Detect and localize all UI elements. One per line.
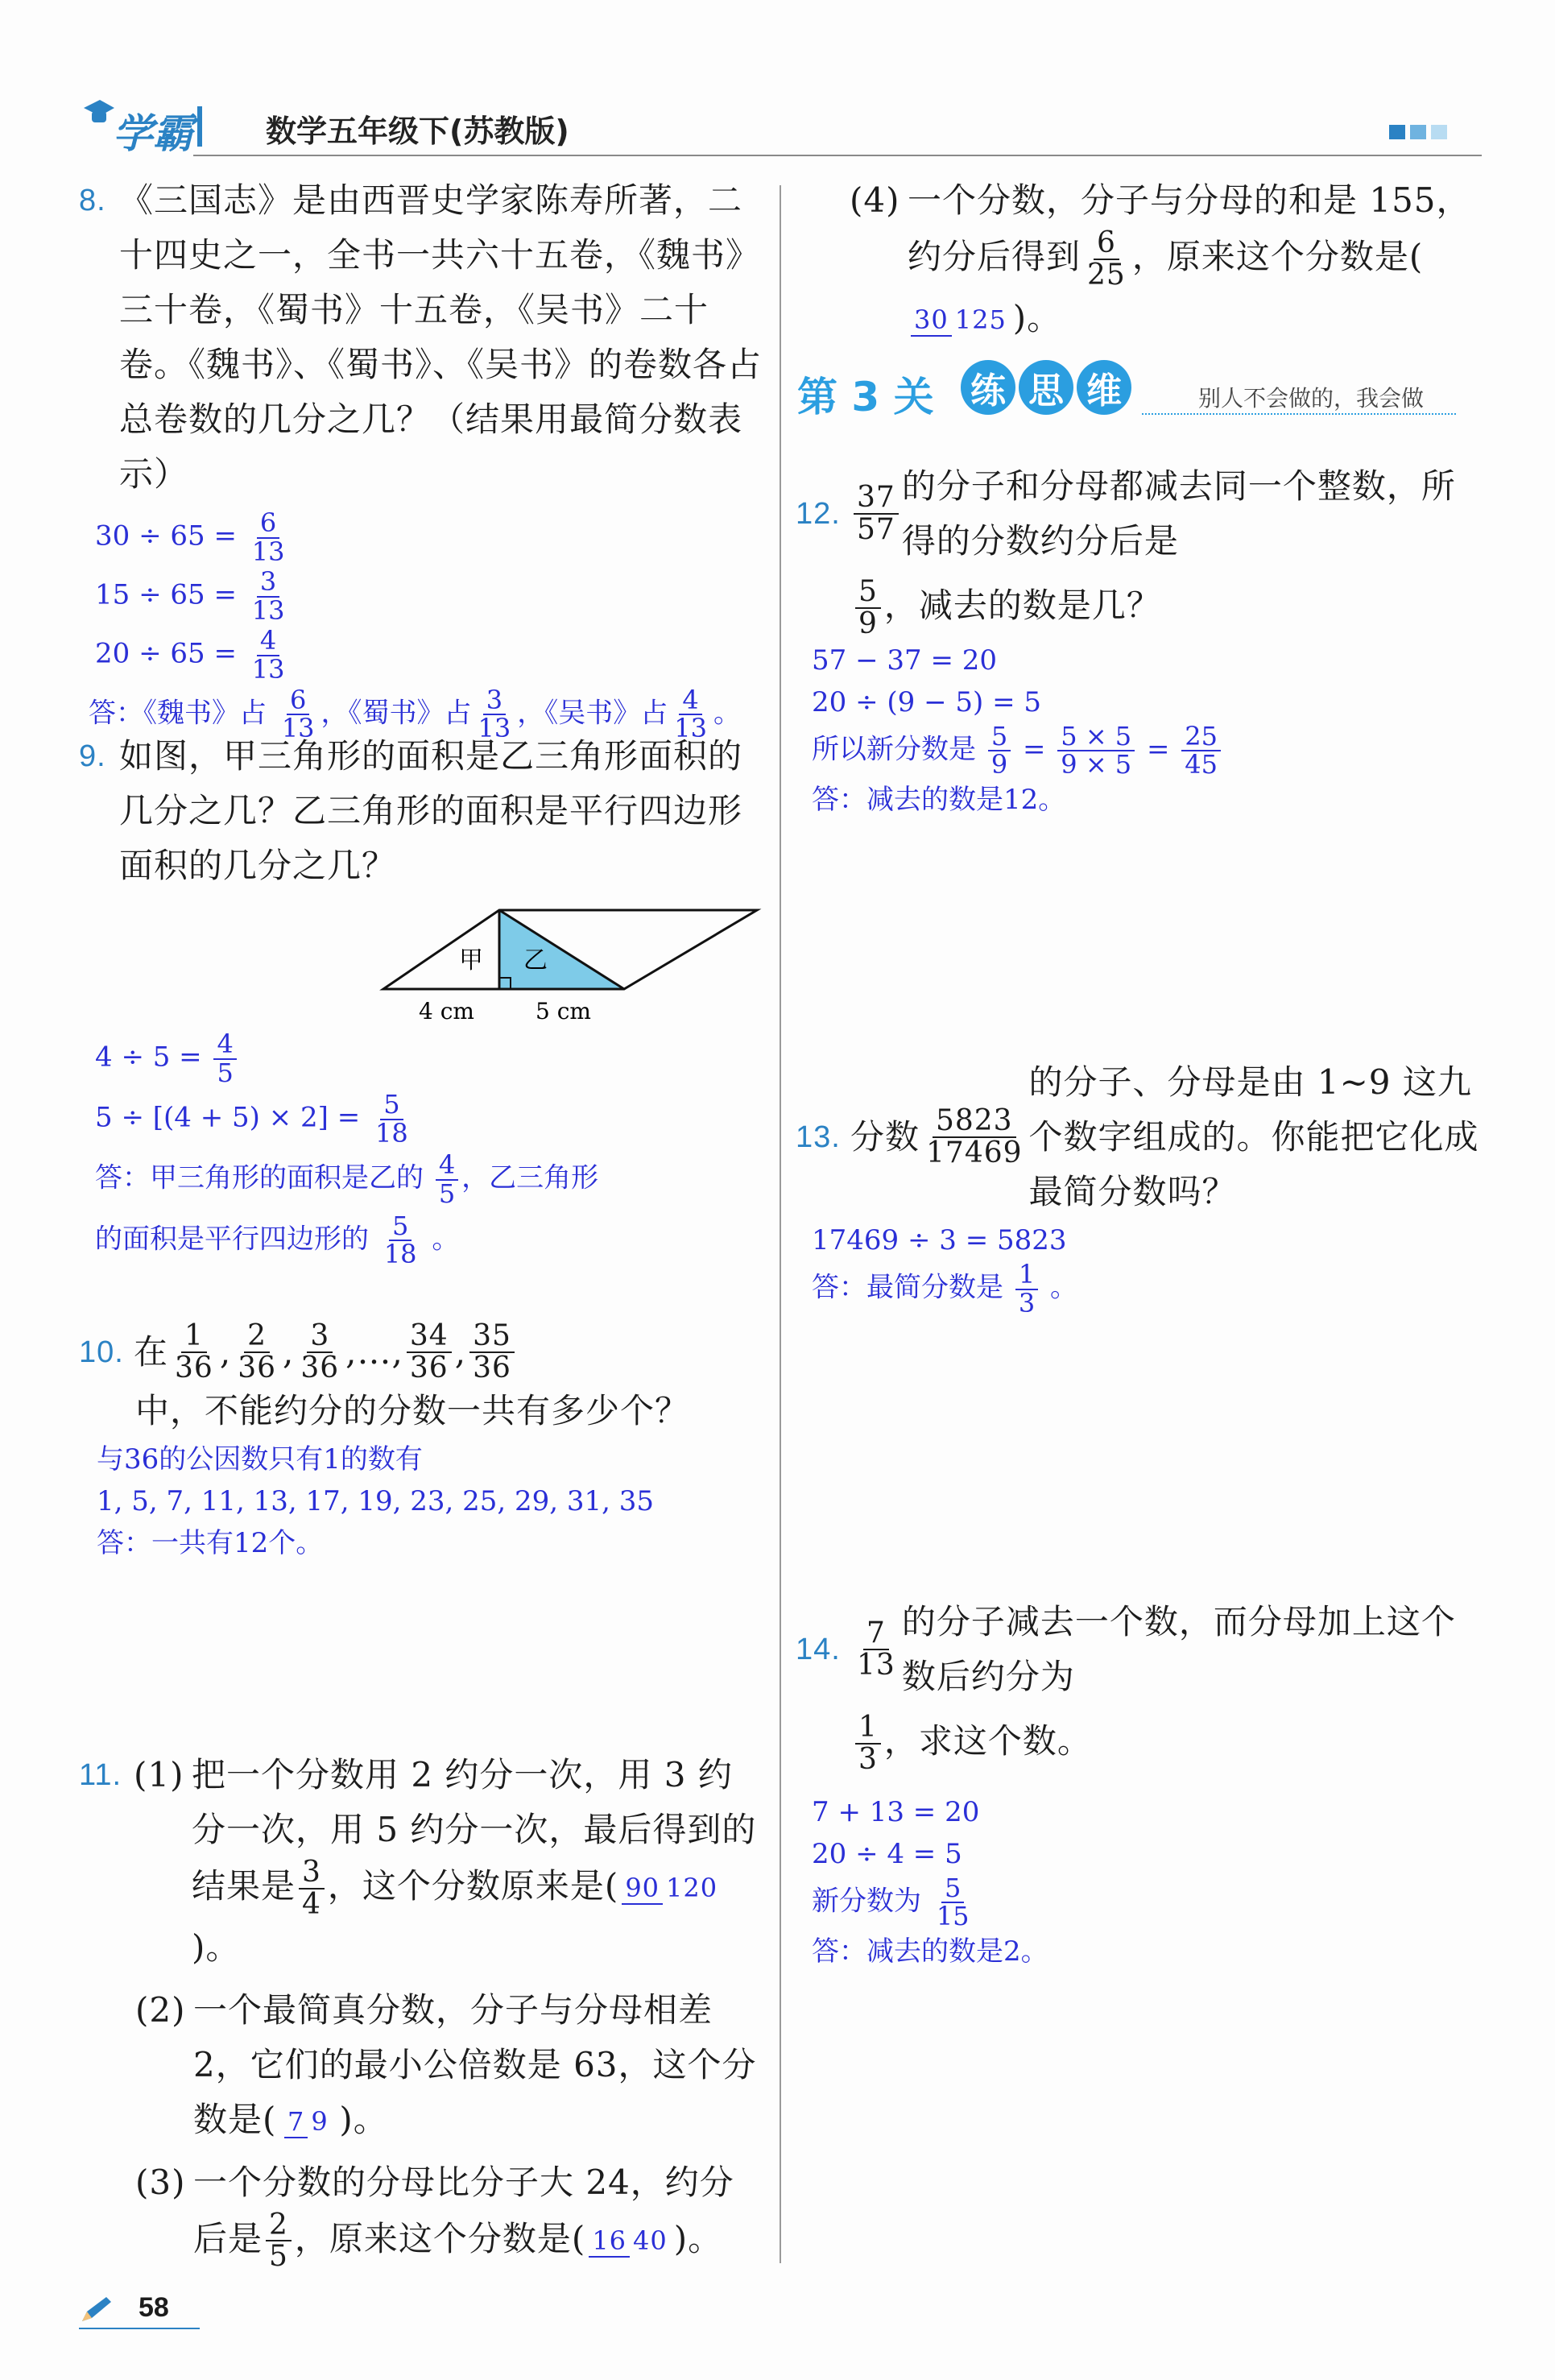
section-slogan: 别人不会做的，我会做 [1198, 385, 1425, 412]
question-number: 14. [796, 1633, 841, 1666]
question-14: 14. $\frac{7}{13}$ 的分子减去一个数，而分母加上这个数后约分为 $\frac{1}{3}$ ，求这个数。 7 + 13 = 20 20 ÷ 4 = 5 新分数为 $\frac{5}{15}$ 答：减去的数是2。 [796, 1595, 1488, 1972]
question-number: 11. [79, 1758, 122, 1792]
pencil-icon [79, 2294, 114, 2326]
label-yi: 乙 [523, 946, 548, 975]
page-number: 58 [139, 2292, 169, 2323]
question-number: 13. [796, 1120, 841, 1154]
question-9 [79, 729, 763, 893]
parallelogram-figure [378, 902, 765, 1031]
answer-work: 57 − 37 = 20 20 ÷ (9 − 5) = 5 所以新分数是 $\frac{5}{9}$ = $\frac{5 \times 5}{9 \times 5}$ = $\frac{25}{45}$ 答：减去的数是12。 [812, 639, 1488, 821]
column-divider [780, 185, 781, 2263]
question-13: 13. 分数 $\frac{5823}{17469}$ 的分子、分母是由 1~9 这九个数字组成的。你能把它化成最简分数吗？ 17469 ÷ 3 = 5823 答：最简分数是 $\frac{1}{3}$ 。 [796, 1055, 1488, 1317]
answer-work: 7 + 13 = 20 20 ÷ 4 = 5 新分数为 $\frac{5}{15}$ 答：减去的数是2。 [812, 1795, 1048, 1968]
question-11: 11. (1) 把一个分数用 2 约分一次，用 3 约分一次，用 5 约分一次，最后得到的结果是 $\frac{3}{4}$ ，这个分数原来是( 90 120)。 (2) 一个最简真分数，分子与分母相差 2，它们的最小公倍数是 63，这个分数是( 7 9 )。 (3) 一个分数的分母比分子大 24，约分后是 $\frac{2}{5}$ ，原来这个分数是( 16 40 )。 [79, 1748, 763, 2272]
answer-line: 答：《魏书》占 $\frac{6}{13}$ ，《蜀书》占 $\frac{3}{13}$ ，《吴书》占 $\frac{4}{13}$ 。 [89, 684, 741, 744]
question-8 [79, 173, 763, 743]
header [72, 89, 1482, 161]
logo-text: 学霸 [113, 110, 193, 157]
graduation-cap-icon [81, 97, 116, 129]
section-title: 第 3 关 [797, 374, 934, 420]
question-text: 中，不能约分的分数一共有多少个？ [135, 1390, 690, 1430]
question-12: 12. $\frac{37}{57}$ 的分子和分母都减去同一个整数，所得的分数约分后是 $\frac{5}{9}$ ，减去的数是几？ 57 − 37 = 20 20 ÷ (9 − 5) = 5 所以新分数是 $\frac{5}{9}$ = $\frac{5 \times 5}{9 \times 5}$ = $\frac{25}{45}$ 答：减去的数是12。 [796, 459, 1488, 821]
question-number: 9. [79, 739, 106, 773]
answer-blank: 16 40 [589, 2228, 670, 2255]
question-text: 《三国志》是由西晋史学家陈寿所著，二十四史之一，全书一共六十五卷，《魏书》三十卷，《蜀书》十五卷，《吴书》二十卷。《魏书》、《蜀书》、《吴书》的卷数各占总卷数的几分之几？（结果用最简分数表示） [119, 180, 763, 494]
question-11-part-4: (4) 一个分数，分子与分母的和是 155，约分后得到 $\frac{6}{25}$ ，原来这个分数是(30 125 )。 [850, 180, 1471, 337]
question-number: 10. [79, 1335, 124, 1369]
question-10: 10. 在 $\frac{1}{36}$ , $\frac{2}{36}$ , $\frac{3}{36}$ , … , $\frac{34}{36}$ , $\frac{35}{36}$ 中，不能约分的分数一共有多少个？ 与36的公因数只有1的数有 1, 5, 7, 11, 13, 17, 19, 23, 25, 29, 31, 35 答：一共有12个。 [79, 1321, 763, 1564]
section-header [796, 358, 1488, 423]
length-5cm: 5 cm [536, 998, 591, 1024]
answer-blank: 7 9 [279, 2109, 336, 2136]
page-footer [79, 2287, 208, 2336]
answer-work: 30 ÷ 65 = $\frac{6}{13}$ 15 ÷ 65 = $\frac{3}{13}$ 20 ÷ 65 = $\frac{4}{13}$ 答：《魏书》占 $\frac{6}{13}$ ，《蜀书》占 $\frac{3}{13}$ ，《吴书》占 $\frac{4}{13}$ 。 [95, 510, 763, 743]
question-number: 8. [79, 184, 106, 217]
header-squares [1389, 125, 1447, 143]
header-rule [193, 155, 1482, 156]
book-title: 数学五年级下(苏教版) [266, 114, 569, 149]
answer-work: 17469 ÷ 3 = 5823 答：最简分数是 $\frac{1}{3}$ 。 [812, 1224, 1077, 1318]
answer-blank: 30 125 [911, 307, 1010, 334]
header-bar [197, 106, 202, 147]
logo [81, 97, 209, 157]
question-number: 12. [796, 497, 841, 531]
answer-work: 与36的公因数只有1的数有 1, 5, 7, 11, 13, 17, 19, 23, 25, 29, 31, 35 答：一共有12个。 [97, 1442, 655, 1559]
question-text: 如图，甲三角形的面积是乙三角形面积的几分之几？乙三角形的面积是平行四边形面积的几分之几？ [119, 736, 743, 885]
section-badge: 练 思 维 [961, 360, 1131, 415]
label-jia: 甲 [459, 946, 483, 975]
length-4cm: 4 cm [419, 998, 474, 1024]
answer-work: 4 ÷ 5 = $\frac{4}{5}$ 5 ÷ [(4 + 5) × 2] = $\frac{5}{18}$ 答：甲三角形的面积是乙的 $\frac{4}{5}$ ，乙三角形 的面积是平行四边形的 $\frac{5}{18}$ 。 [95, 1029, 599, 1270]
answer-blank: 90 120 [622, 1875, 721, 1902]
